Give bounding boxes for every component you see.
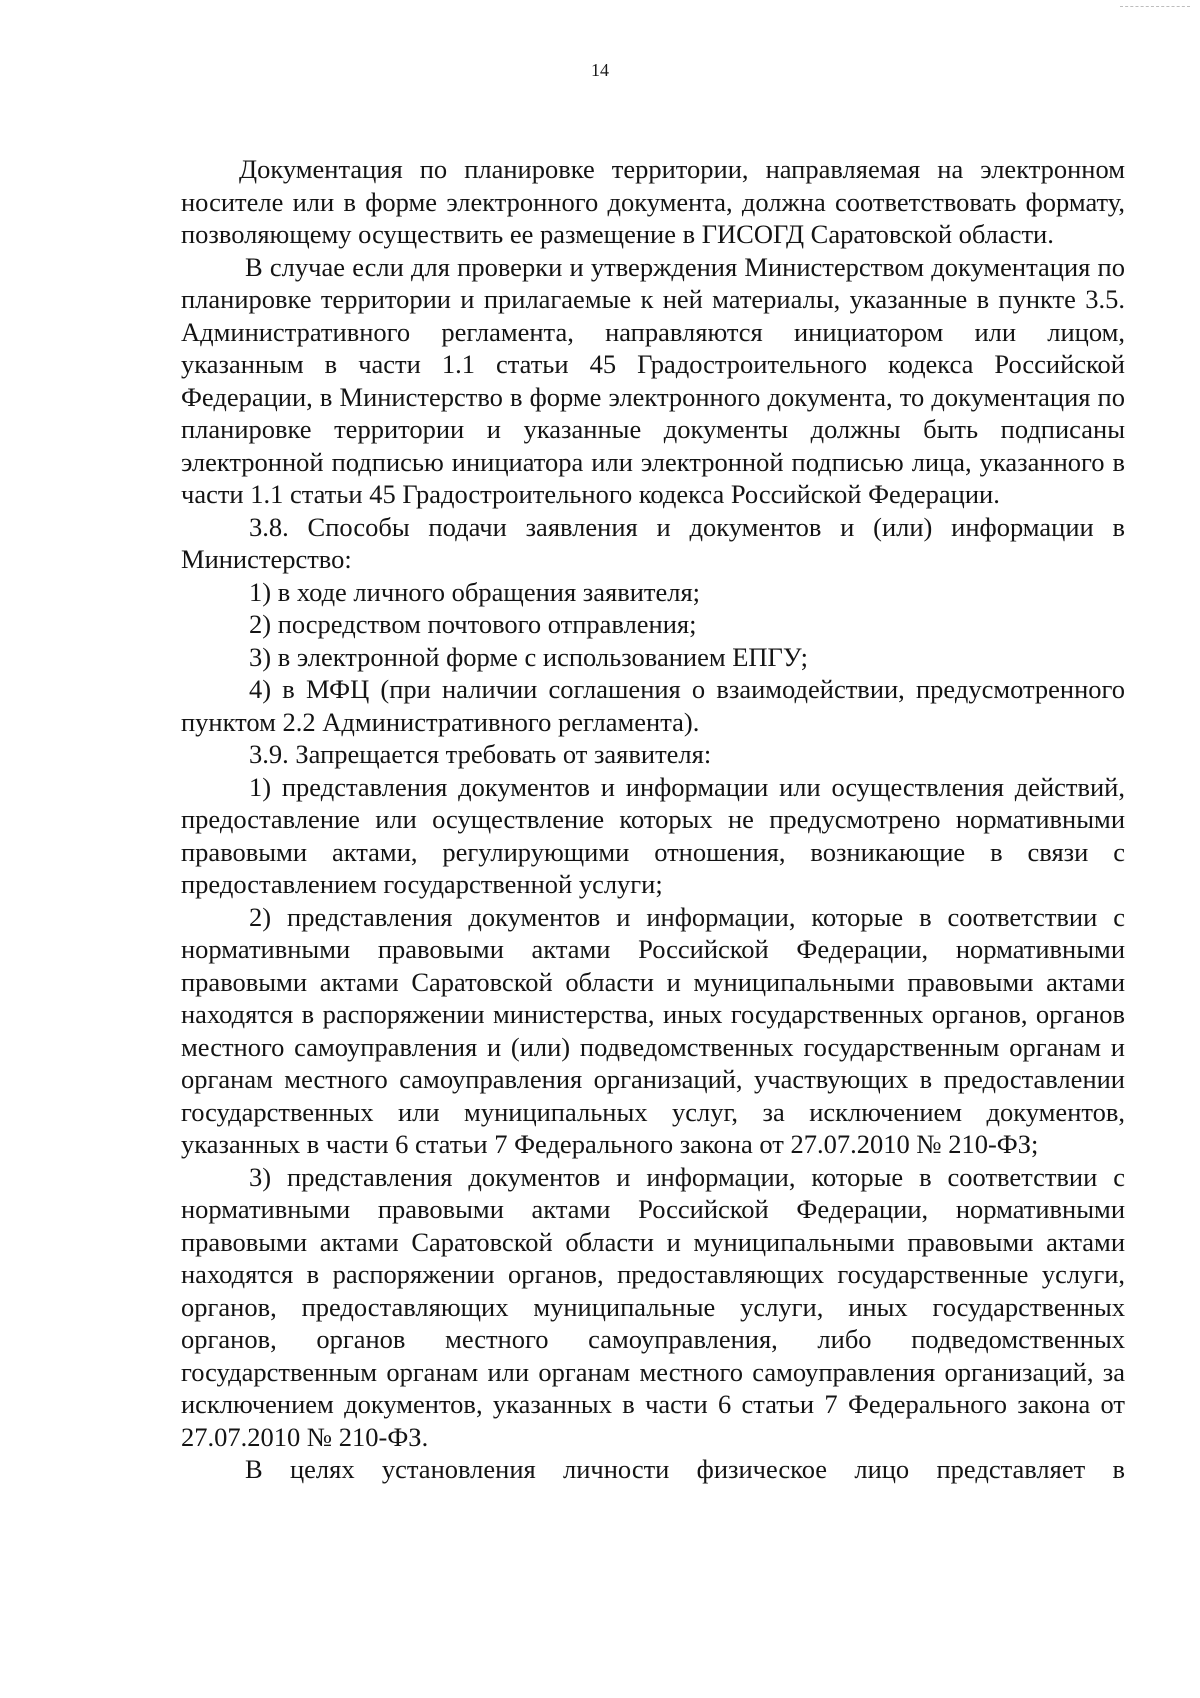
prohibition-item-3: 3) представления документов и информации, которые в соответствии с нормативными правовыми актами Российской Федерации, нормативными правовыми актами Саратовской области и муниципальными правовыми актами находятся в распоряжении органов, предоставляющих государственные услуги, органов, предоставляющих муниципальные услуги, иных государственных органов, органов местного самоуправления, либо подведомственных государственным органам или органам местного самоуправления организаций, за исключением документов, указанных в части 6 статьи 7 Федерального закона от 27.07.2010 № 210-ФЗ.: [181, 1161, 1125, 1452]
list-item-mfc: 4) в МФЦ (при наличии соглашения о взаимодействии, предусмотренного пунктом 2.2 Административного регламента).: [181, 674, 1125, 737]
section-3-8-heading: 3.8. Способы подачи заявления и документов и (или) информации в Министерство:: [181, 511, 1125, 574]
prohibition-item-1: 1) представления документов и информации или осуществления действий, предоставление или осуществление которых не предусмотрено нормативными правовыми актами, регулирующими отношения, возникающие в связи с предоставлением государственной услуги;: [181, 771, 1125, 899]
list-item-epgu: 3) в электронной форме с использованием ЕПГУ;: [249, 641, 808, 672]
scan-artifact: [1120, 6, 1190, 9]
page-number: 14: [591, 60, 609, 80]
section-3-9-heading: 3.9. Запрещается требовать от заявителя:: [249, 739, 712, 769]
document-body: [181, 153, 1125, 1486]
paragraph-identity: В целях установления личности физическое лицо представляет в: [245, 1454, 1125, 1484]
paragraph-electronic-format: Документация по планировке территории, направляемая на электронном носителе или в форме электронного документа, должна соответствовать формату, позволяющему осуществить ее размещение в ГИСОГД Саратовской области.: [181, 154, 1125, 249]
list-item-postal: 2) посредством почтового отправления;: [249, 609, 697, 639]
prohibition-item-2: 2) представления документов и информации, которые в соответствии с нормативными правовыми актами Российской Федерации, нормативными правовыми актами Саратовской области и муниципальными правовыми актами находятся в распоряжении министерства, иных государственных органов, органов местного самоуправления и (или) подведомственных государственным органам и органам местного самоуправления организаций, участвующих в предоставлении государственных или муниципальных услуг, за исключением документов, указанных в части 6 статьи 7 Федерального закона от 27.07.2010 № 210-ФЗ;: [181, 901, 1125, 1159]
list-item-personal-visit: 1) в ходе личного обращения заявителя;: [249, 576, 701, 607]
paragraph-electronic-signature: В случае если для проверки и утверждения Министерством документация по планировке территории и прилагаемые к ней материалы, указанные в пункте 3.5. Административного регламента, направляются инициатором или лицом, указанным в части 1.1 статьи 45 Градостроительного кодекса Российской Федерации, в Министерство в форме электронного документа, то документация по планировке территории и указанные документы должны быть подписаны электронной подписью инициатора или электронной подписью лица, указанного в части 1.1 статьи 45 Градостроительного кодекса Российской Федерации.: [181, 251, 1125, 509]
